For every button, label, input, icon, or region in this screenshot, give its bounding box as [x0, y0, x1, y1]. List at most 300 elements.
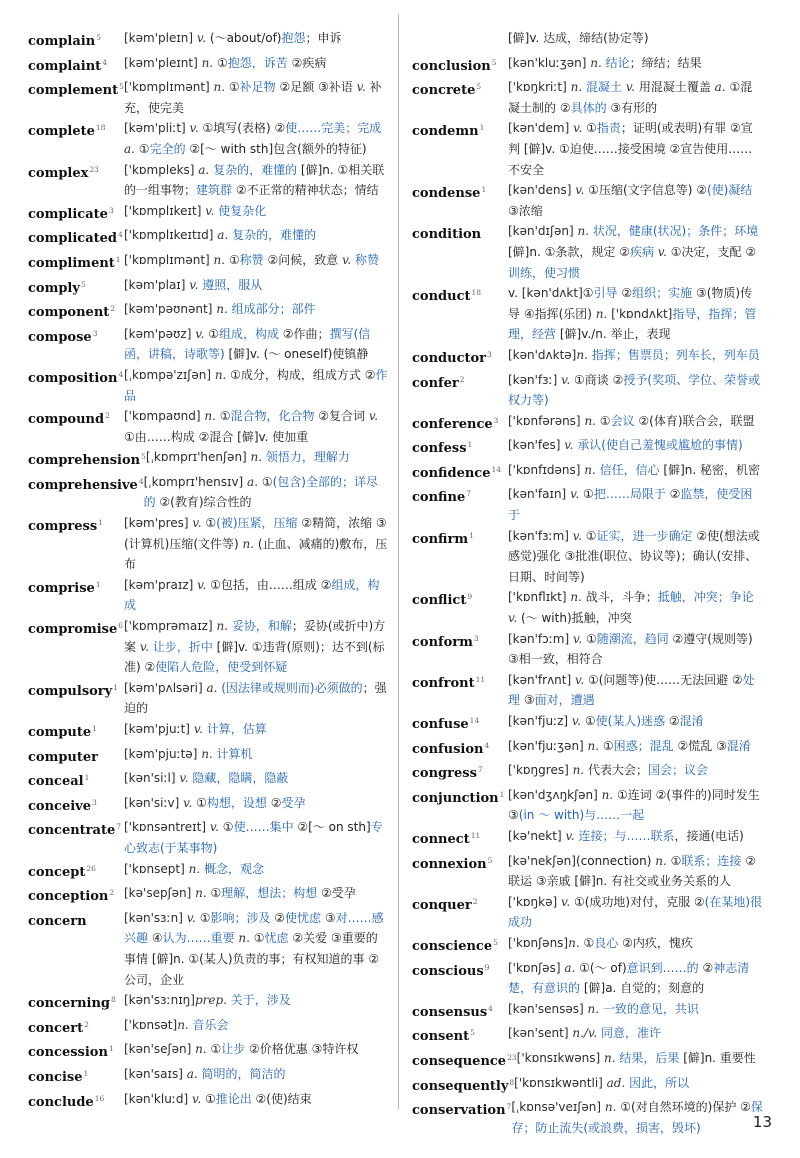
phonetic: ['kɒmplɪmənt] [124, 80, 214, 95]
definition-text: [僻]v. (～ oneself)使镇静 [224, 347, 369, 362]
frequency-count: 4 [484, 740, 490, 750]
dictionary-entry [28, 365, 388, 406]
dictionary-entry [28, 406, 388, 447]
phonetic: [kə'sepʃən] [124, 886, 196, 901]
part-of-speech: n. [604, 1050, 620, 1065]
highlighted-meaning: 抵触，冲突；争论 [657, 590, 754, 605]
phonetic: [kəm'pleɪn] [124, 31, 197, 45]
dictionary-entry [412, 892, 764, 933]
definition-text: ① [583, 935, 595, 950]
definition-text: ③ [321, 910, 336, 925]
headword-text: conference [412, 416, 493, 432]
highlighted-meaning: 计算机 [216, 746, 253, 761]
phonetic: [kəm'pliːt] [124, 121, 190, 136]
definition-text: ① [599, 413, 611, 428]
frequency-count: 1 [499, 789, 505, 799]
highlighted-meaning: 国会；议会 [647, 763, 708, 778]
definition-text: ① [199, 910, 211, 925]
phonetic: ['kɒnsept] [124, 861, 189, 876]
part-of-speech: v. [179, 771, 193, 786]
highlighted-meaning: 具体的 [570, 100, 607, 115]
headword [28, 299, 124, 324]
part-of-speech: v. [189, 121, 203, 136]
headword [412, 526, 508, 551]
frequency-count: 1 [92, 724, 97, 733]
definition-text: [僻]a. 自觉的；刻意的 [580, 981, 705, 996]
headword [28, 365, 124, 390]
definition [508, 411, 764, 432]
part-of-speech: n. [587, 738, 603, 753]
definition [508, 484, 764, 525]
headword-text: comprise [28, 580, 95, 596]
page-number: 13 [752, 1113, 772, 1131]
headword [28, 793, 124, 818]
dictionary-entry [412, 670, 764, 711]
frequency-count: 2 [84, 1019, 89, 1029]
definition-text: ②使(想法或感觉)强化 ③批准(职位、协议等)；确认(安排、日期、时间等) [508, 528, 760, 584]
headword-text: conservation [412, 1103, 506, 1119]
frequency-count: 2 [459, 374, 465, 384]
definition-text: ②作曲； [278, 326, 330, 341]
headword-text: concession [28, 1045, 108, 1061]
frequency-count: 1 [481, 185, 487, 195]
definition-text: ③浓缩 [508, 203, 543, 218]
dictionary-entry [412, 283, 764, 345]
definition [124, 575, 388, 616]
highlighted-meaning: 影响；涉及 [210, 910, 271, 925]
headword-text: compromise [28, 622, 118, 638]
headword [28, 472, 144, 497]
definition [124, 744, 388, 765]
frequency-count: 1 [98, 518, 103, 528]
phonetic: [kən'siːv] [124, 795, 184, 810]
definition [124, 616, 388, 678]
definition [124, 990, 388, 1011]
definition-text: [僻]v. 达成，缔结(协定等) [508, 31, 649, 45]
definition-text: ① [584, 714, 596, 728]
frequency-count: 11 [470, 830, 481, 840]
definition [124, 225, 388, 246]
definition-text: ②(使)结束 [251, 1091, 312, 1106]
part-of-speech: n. [216, 619, 232, 634]
headword-text: conform [412, 634, 473, 650]
definition-text: ① [253, 931, 265, 946]
highlighted-meaning: 使……完美；完成 [285, 121, 382, 136]
definition [508, 28, 764, 49]
frequency-count: 3 [92, 797, 97, 807]
highlighted-meaning: 监禁，使受困于 [508, 487, 753, 523]
definition [508, 435, 764, 456]
frequency-count: 14 [491, 464, 502, 474]
highlighted-meaning: 使陷人危险，使受到怀疑 [155, 660, 288, 675]
definition-text: ② [665, 487, 681, 502]
definition [508, 460, 764, 481]
headword [28, 53, 124, 78]
phonetic: ['kɒnʃəs] [508, 960, 565, 975]
phonetic: ['kɒmpleks] [124, 162, 199, 177]
headword-text: comprehensive [28, 477, 138, 493]
phonetic: ['kɒŋkriːt] [508, 80, 571, 95]
frequency-count: 5 [119, 82, 124, 92]
highlighted-meaning: 受孕 [281, 795, 306, 810]
frequency-count: 1 [469, 530, 474, 540]
definition [508, 370, 764, 411]
highlighted-meaning: 同意，准许 [600, 1026, 661, 1041]
phonetic: ['kɒmpaʊnd] [124, 409, 205, 424]
part-of-speech: v. [560, 894, 574, 909]
dictionary-entry [412, 826, 764, 851]
frequency-count: 3 [493, 415, 499, 425]
highlighted-meaning: (在某地)很成功 [508, 894, 763, 930]
part-of-speech: v. [356, 80, 370, 95]
phonetic: ['kɒnfərəns] [508, 413, 585, 428]
part-of-speech: n. [570, 80, 586, 95]
phonetic: [kən'sensəs] [508, 1001, 588, 1016]
frequency-count: 1 [83, 1068, 89, 1078]
definition [146, 447, 388, 468]
highlighted-meaning: 推论出 [215, 1091, 252, 1106]
headword [412, 999, 508, 1024]
part-of-speech: a. [206, 680, 222, 695]
definition-text: ②内疚，愧疚 [618, 935, 693, 950]
definition-text: ①由……构成 ②混合 [僻]v. 使加重 [124, 429, 309, 444]
dictionary-entry [28, 990, 388, 1015]
frequency-count: 7 [116, 822, 122, 832]
definition-text: ① [228, 252, 240, 267]
headword-text: condition [412, 227, 482, 243]
headword [412, 1097, 511, 1122]
definition [124, 883, 388, 904]
definition-text: ②足额 ③补语 [275, 80, 357, 95]
frequency-count: 6 [118, 621, 124, 631]
dictionary-entry [412, 28, 764, 53]
dictionary-entry [28, 1039, 388, 1064]
part-of-speech: n. [234, 931, 254, 946]
highlighted-meaning: 让步，折中 [152, 639, 213, 654]
dictionary-entry [28, 793, 388, 818]
definition-text: ①包括，由……组成 ② [210, 577, 332, 592]
highlighted-meaning: 忧虑 [264, 931, 289, 946]
headword-text: comply [28, 280, 80, 296]
phonetic: [kən'dɪʃən] [508, 224, 578, 239]
headword-text: confess [412, 441, 467, 457]
frequency-count: 11 [475, 674, 486, 684]
definition [508, 760, 764, 781]
phonetic: ['kɒmplɪmənt] [124, 252, 214, 267]
highlighted-meaning: 完全的 [149, 141, 186, 156]
definition-text: 代表大会； [587, 763, 648, 778]
frequency-count: 5 [96, 33, 101, 42]
part-of-speech: n. [214, 367, 231, 382]
headword [28, 447, 146, 472]
headword [412, 933, 508, 958]
headword-text: confuse [412, 717, 469, 732]
phonetic: [kən'frʌnt] [508, 672, 575, 687]
dictionary-entry [412, 785, 764, 826]
part-of-speech: n. [216, 302, 232, 317]
definition-text: ③ [520, 693, 535, 708]
definition [508, 629, 764, 670]
highlighted-meaning: 遵照，服从 [202, 277, 263, 292]
part-of-speech: n. [201, 746, 217, 761]
definition-text: ① [138, 141, 150, 156]
headword [412, 587, 508, 612]
definition [124, 365, 388, 406]
phonetic: ['kɒnflɪkt] [508, 590, 571, 605]
highlighted-meaning: 承认(使自己羞愧或尴尬的事情) [577, 438, 743, 453]
definition-text: ② [270, 910, 286, 925]
phonetic: [kən'siːl] [124, 771, 180, 786]
phonetic: v. [kən'dʌkt] [508, 286, 583, 301]
headword-text: complaint [28, 58, 102, 74]
highlighted-meaning: 抱怨 [281, 31, 306, 45]
dictionary-entry [28, 883, 388, 908]
part-of-speech: n. [595, 306, 612, 321]
definition [124, 53, 388, 74]
definition-text: (止血、减痛的)敷布，压布 [124, 536, 388, 572]
definition-text: ②联运 ③亲戚 [僻]n. 有社交或业务关系的人 [508, 853, 756, 889]
phonetic: [kən'sɜːnɪŋ] [124, 993, 195, 1008]
definition-text: [僻]n. ①相关联的一组事物； [124, 162, 385, 198]
dictionary-entry [28, 324, 388, 365]
frequency-count: 16 [94, 1093, 105, 1103]
headword [412, 345, 508, 370]
part-of-speech: a. [186, 1066, 202, 1081]
phonetic: [kəm'praɪz] [124, 577, 198, 592]
dictionary-entry [28, 275, 388, 300]
part-of-speech: v. [574, 672, 588, 687]
definition-text: ；缔结；结果 [629, 55, 702, 70]
phonetic: ['kɒmplɪkeɪt] [124, 203, 206, 218]
phonetic: ['kɒnsəntreɪt] [124, 820, 210, 835]
frequency-count: 3 [473, 633, 479, 643]
headword-text: compress [28, 519, 98, 535]
headword-text: condemn [412, 124, 479, 140]
dictionary-entry [28, 1015, 388, 1040]
definition [124, 1039, 388, 1060]
definition-text: ① [196, 795, 207, 810]
highlighted-meaning: 专心致志(于某事物) [124, 820, 383, 855]
definition-text: ① [222, 820, 234, 835]
highlighted-meaning: 因此，所以 [629, 1075, 690, 1090]
definition-text: ① [219, 409, 231, 424]
highlighted-meaning: 认为……重要 [162, 931, 235, 946]
definition-text: ②[～ on sth] [293, 820, 371, 835]
part-of-speech: a. [124, 141, 139, 156]
highlighted-meaning: 撰写(信函，讲稿，诗歌等) [124, 326, 371, 362]
headword [412, 760, 508, 785]
definition [508, 345, 764, 366]
definition-text: (connection) [575, 853, 656, 868]
definition [508, 736, 764, 757]
definition [508, 77, 764, 118]
part-of-speech: v. [191, 1091, 205, 1106]
definition [508, 53, 764, 74]
part-of-speech: v. [653, 244, 671, 259]
headword-text: conduct [412, 289, 471, 305]
dictionary-entry [412, 526, 764, 588]
dictionary-entry [412, 180, 764, 221]
definition-text: [僻]v./n. 举止，表现 [556, 327, 671, 342]
headword-text: consequence [412, 1053, 507, 1069]
definition [124, 299, 388, 320]
phonetic: ['kɒnfɪdəns] [508, 462, 585, 477]
highlighted-meaning: 授予(奖项、学位、荣誉或权力等) [508, 372, 761, 408]
highlighted-meaning: 概念，观念 [203, 861, 264, 876]
definition [124, 275, 388, 296]
phonetic: [ˌkɒnsə'veɪʃən] [511, 1100, 605, 1115]
headword-text: concise [28, 1069, 83, 1085]
highlighted-meaning: 信任，信心 [599, 462, 660, 477]
definition-text: ① [670, 853, 682, 868]
phonetic: [kən'kluːd] [124, 1091, 192, 1106]
phonetic: [kən'seʃən] [124, 1042, 196, 1057]
frequency-count: 23 [507, 1052, 517, 1062]
definition [124, 768, 388, 789]
dictionary-entry [412, 411, 764, 436]
part-of-speech: v. [508, 611, 521, 626]
part-of-speech: v. [193, 722, 207, 736]
frequency-count: 14 [469, 716, 480, 725]
headword [28, 859, 124, 884]
headword [28, 513, 124, 538]
definition-text: ① [602, 738, 614, 753]
part-of-speech: n. [195, 886, 211, 901]
definition-text: (～about/of) [209, 31, 282, 45]
highlighted-meaning: 音乐会 [192, 1017, 229, 1032]
definition [508, 526, 764, 588]
headword [412, 892, 508, 917]
definition-text: ① [261, 474, 273, 489]
definition [124, 1015, 388, 1036]
dictionary-entry [412, 999, 764, 1024]
headword [412, 670, 508, 695]
dictionary-entry [28, 859, 388, 884]
phonetic: [ˌkɒmprɪ'hensɪv] [143, 474, 248, 489]
highlighted-meaning: 组成部分；部件 [231, 302, 316, 317]
phonetic: [kən'kluːʒən] [508, 55, 591, 70]
frequency-count: 5 [476, 82, 482, 92]
frequency-count: 3 [487, 349, 492, 359]
headword [412, 1048, 517, 1073]
phonetic: [kəm'pres] [124, 516, 193, 531]
dictionary-entry [412, 1097, 764, 1138]
dictionary-entry [412, 77, 764, 118]
frequency-count: 4 [138, 476, 144, 486]
part-of-speech: v. [342, 252, 356, 267]
headword-text: concentrate [28, 823, 116, 839]
headword [412, 28, 508, 53]
frequency-count: 5 [493, 937, 498, 947]
definition-text: ；妥协(或折中)方案 [124, 619, 386, 654]
highlighted-meaning: 简明的，简洁的 [201, 1066, 286, 1081]
headword [28, 1039, 124, 1064]
definition [508, 221, 764, 283]
definition [517, 1048, 764, 1069]
phonetic: [kəm'pəʊnənt] [124, 302, 217, 317]
dictionary-entry [28, 53, 388, 78]
phonetic: [kən'fɜːm] [508, 528, 573, 543]
headword [412, 851, 508, 876]
definition-text: ②复合词 [314, 409, 369, 424]
phonetic: ['kɒmprəmaɪz] [124, 619, 217, 634]
headword [412, 785, 508, 810]
definition [508, 118, 764, 180]
part-of-speech: n. [188, 861, 204, 876]
part-of-speech: v. [139, 639, 153, 654]
part-of-speech: v. [195, 326, 209, 341]
headword [28, 275, 124, 300]
definition-text: 用混凝土覆盖 [638, 80, 715, 95]
definition [124, 250, 388, 271]
dictionary-entry [412, 345, 764, 370]
headword-text: compute [28, 725, 92, 740]
frequency-count: 1 [84, 773, 90, 783]
headword [28, 990, 124, 1015]
part-of-speech: v. [561, 372, 575, 387]
definition-text: ①商谈 ② [574, 372, 624, 387]
headword-text: condense [412, 186, 481, 202]
definition [124, 793, 388, 814]
highlighted-meaning: 把……局限于 [593, 487, 666, 502]
headword-text: concept [28, 864, 86, 880]
part-of-speech: n. [590, 55, 606, 70]
highlighted-meaning: 混淆 [726, 738, 751, 753]
dictionary-entry [412, 484, 764, 525]
headword [28, 250, 124, 275]
dictionary-entry [412, 958, 764, 999]
definition [144, 472, 388, 513]
part-of-speech: v. [196, 31, 210, 45]
phonetic: [kəm'pjuːtə] [124, 746, 202, 761]
headword-text: conscious [412, 963, 484, 979]
headword [412, 118, 508, 143]
part-of-speech: v. [209, 820, 223, 835]
headword-text: comprehension [28, 453, 141, 469]
highlighted-meaning: 结论 [605, 55, 630, 70]
part-of-speech: a. [564, 960, 580, 975]
headword [28, 225, 124, 250]
phonetic: ['kɒnʃəns] [508, 935, 569, 950]
headword [28, 744, 124, 769]
definition-text: ②疾病 [287, 55, 327, 70]
phonetic: ['kɒndʌkt] [611, 306, 673, 321]
headword [412, 370, 508, 395]
part-of-speech: v. [571, 714, 585, 728]
part-of-speech: v. [572, 631, 586, 646]
highlighted-meaning: 面对，遭遇 [534, 693, 595, 708]
definition-text: ① [583, 487, 594, 502]
part-of-speech: n. [568, 935, 584, 950]
phonetic: [kən'dens] [508, 183, 576, 198]
highlighted-meaning: 困惑；混乱 [613, 738, 674, 753]
frequency-count: 1 [113, 682, 118, 692]
definition [124, 719, 388, 740]
headword [28, 406, 124, 431]
part-of-speech: v. [368, 409, 379, 424]
definition-text: ① [216, 55, 228, 70]
frequency-count: 5 [470, 1028, 475, 1038]
headword [28, 1015, 124, 1040]
highlighted-meaning: 联系；连接 [681, 853, 742, 868]
highlighted-meaning: 称赞 [239, 252, 264, 267]
phonetic: ['kɒnsət] [124, 1017, 178, 1032]
highlighted-meaning: 会议 [610, 413, 635, 428]
definition-text: ②关爱 ③重要的事情 [僻]n. ①(某人)负责的事；有权知道的事 ②公司，企业 [124, 931, 380, 987]
definition-text: (～ with)抵触，冲突 [520, 611, 632, 626]
highlighted-meaning: 一致的意见，共识 [602, 1001, 699, 1016]
headword [28, 768, 124, 793]
